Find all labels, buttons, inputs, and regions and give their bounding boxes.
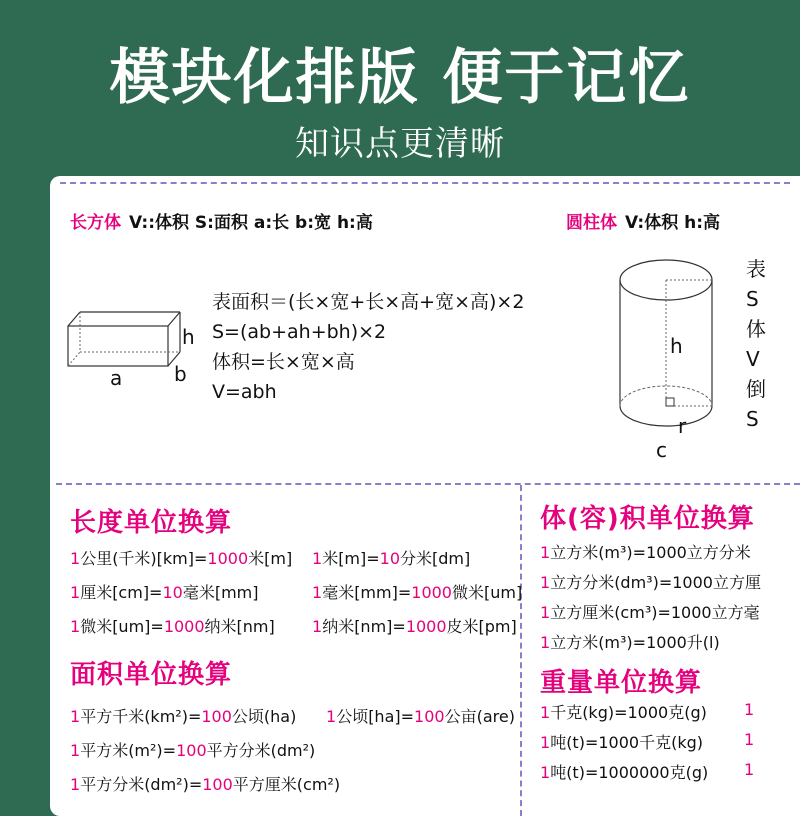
area-row: 1平方分米(dm²)=100平方厘米(cm²) bbox=[70, 775, 341, 794]
cuboid-name: 长方体 bbox=[70, 213, 121, 233]
hero-subtitle: 知识点更清晰 bbox=[295, 124, 505, 164]
formula-volume: 体积=长×宽×高 bbox=[212, 351, 355, 373]
hero-title: 模块化排版 便于记忆 bbox=[109, 43, 691, 113]
cuboid-diagram bbox=[64, 306, 184, 376]
area-row: 1平方千米(km²)=100公顷(ha) bbox=[70, 707, 297, 726]
area-row: 1平方米(m²)=100平方分米(dm²) bbox=[70, 741, 316, 760]
cylinder-diagram bbox=[616, 256, 720, 442]
weight-row: 1吨(t)=1000千克(kg) bbox=[540, 733, 703, 752]
formula-volume-symbolic: V=abh bbox=[212, 381, 277, 403]
weight-title: 重量单位换算 bbox=[540, 668, 703, 698]
cylinder-name: 圆柱体 bbox=[566, 213, 617, 233]
cuboid-label-a: a bbox=[110, 366, 123, 390]
cylinder-label-r: r bbox=[678, 414, 687, 438]
formula-surface-area: 表面积＝(长×宽+长×高+宽×高)×2 bbox=[212, 291, 525, 313]
weight-row: 1千克(kg)=1000克(g) bbox=[540, 703, 707, 722]
cylinder-formulas-cutoff bbox=[746, 254, 766, 434]
volume-row: 1立方厘米(cm³)=1000立方毫 bbox=[540, 603, 760, 622]
length-title: 长度单位换算 bbox=[70, 508, 233, 538]
formula-surface-symbolic: S=(ab+ah+bh)×2 bbox=[212, 321, 387, 343]
cuboid-heading bbox=[70, 208, 373, 233]
length-row: 1纳米[nm]=1000皮米[pm] bbox=[312, 617, 517, 636]
formula-card bbox=[50, 176, 800, 816]
cutoff-char: S bbox=[746, 407, 759, 431]
length-row: 1米[m]=10分米[dm] bbox=[312, 549, 471, 568]
length-row: 1厘米[cm]=10毫米[mm] bbox=[70, 583, 259, 602]
cylinder-label-c: c bbox=[656, 438, 667, 462]
weight-cutoff-digit: 1 bbox=[744, 700, 755, 719]
cutoff-char: V bbox=[746, 347, 760, 371]
cuboid-label-h: h bbox=[182, 325, 195, 349]
cutoff-char: 倒 bbox=[746, 377, 766, 401]
weight-row: 1吨(t)=1000000克(g) bbox=[540, 763, 709, 782]
vertical-divider bbox=[520, 485, 522, 816]
length-row: 1公里(千米)[km]=1000米[m] bbox=[70, 549, 293, 568]
cylinder-label-h: h bbox=[670, 334, 683, 358]
volume-title: 体(容)积单位换算 bbox=[540, 504, 755, 534]
cutoff-char: S bbox=[746, 287, 759, 311]
area-row: 1公顷[ha]=100公亩(are) bbox=[326, 707, 515, 726]
length-row: 1毫米[mm]=1000微米[um] bbox=[312, 583, 523, 602]
cuboid-formulas bbox=[212, 287, 524, 407]
cuboid-legend: V::体积 S:面积 a:长 b:宽 h:高 bbox=[129, 213, 373, 233]
volume-row: 1立方分米(dm³)=1000立方厘 bbox=[540, 573, 761, 592]
top-divider bbox=[60, 182, 790, 184]
cylinder-legend: V:体积 h:高 bbox=[625, 213, 721, 233]
cutoff-char: 体 bbox=[746, 317, 766, 341]
cylinder-heading bbox=[566, 208, 720, 233]
weight-cutoff-digit: 1 bbox=[744, 760, 755, 779]
cutoff-char: 表 bbox=[746, 257, 766, 281]
area-title: 面积单位换算 bbox=[70, 660, 233, 690]
cuboid-label-b: b bbox=[174, 362, 187, 386]
length-row: 1微米[um]=1000纳米[nm] bbox=[70, 617, 275, 636]
volume-row: 1立方米(m³)=1000升(l) bbox=[540, 633, 720, 652]
weight-cutoff-digit: 1 bbox=[744, 730, 755, 749]
volume-row: 1立方米(m³)=1000立方分米 bbox=[540, 543, 751, 562]
middle-divider bbox=[56, 483, 800, 485]
